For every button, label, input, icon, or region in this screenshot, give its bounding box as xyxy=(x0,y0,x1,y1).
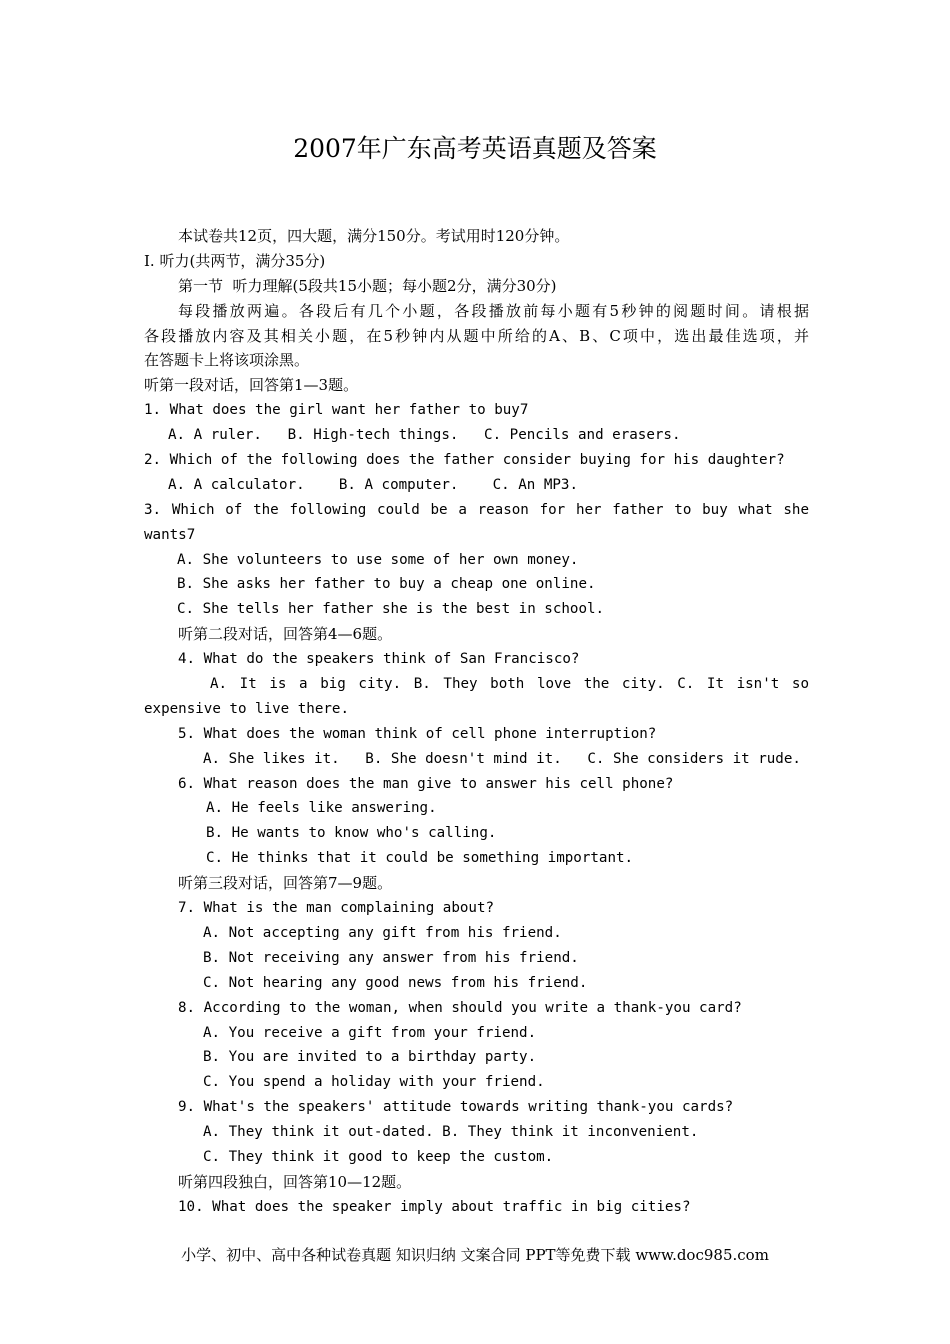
question-8-option-c: C. You spend a holiday with your friend. xyxy=(203,1074,545,1091)
question-4-options: A. It is a big city. B. They both love the city. C. It isn't so xyxy=(210,676,809,693)
question-5-options: A. She likes it. B. She doesn't mind it. C. She considers it rude. xyxy=(203,750,801,767)
dialogue-heading: 听第一段对话，回答第1—3题。 xyxy=(144,376,359,395)
question-4-options-cont: expensive to live there. xyxy=(144,700,349,717)
page-title: 2007年广东高考英语真题及答案 xyxy=(293,134,657,163)
question-3-cont: wants7 xyxy=(144,526,196,543)
question-10: 10. What does the speaker imply about traffic in big cities? xyxy=(178,1198,691,1215)
question-3-option-a: A. She volunteers to use some of her own money. xyxy=(177,551,579,568)
question-7: 7. What is the man complaining about? xyxy=(178,900,495,917)
question-1: 1. What does the girl want her father to buy7 xyxy=(144,402,529,419)
question-6: 6. What reason does the man give to answer his cell phone? xyxy=(178,775,674,792)
question-9-option-c: C. They think it good to keep the custom. xyxy=(203,1148,554,1165)
question-4: 4. What do the speakers think of San Francisco? xyxy=(178,651,580,668)
question-8-option-b: B. You are invited to a birthday party. xyxy=(203,1049,537,1066)
footer-text: 小学、初中、高中各种试卷真题 知识归纳 文案合同 PPT等免费下载 www.doc985.com xyxy=(181,1246,769,1264)
question-3-option-b: B. She asks her father to buy a cheap one online. xyxy=(177,576,596,593)
monologue-heading: 听第四段独白，回答第10—12题。 xyxy=(178,1172,412,1191)
question-5: 5. What does the woman think of cell phone interruption? xyxy=(178,725,657,742)
question-8: 8. According to the woman, when should you write a thank-you card? xyxy=(178,999,742,1016)
question-3-option-c: C. She tells her father she is the best in school. xyxy=(177,601,605,618)
question-9: 9. What's the speakers' attitude towards writing thank-you cards? xyxy=(178,1099,734,1116)
question-7-option-c: C. Not hearing any good news from his friend. xyxy=(203,974,588,991)
instruction-line: 各段播放内容及其相关小题，在5秒钟内从题中所给的A、B、C项中，选出最佳选项，并 xyxy=(144,326,809,345)
intro-text: 本试卷共12页，四大题，满分150分。考试用时120分钟。 xyxy=(178,227,570,245)
part-heading: 第一节 听力理解(5段共15小题；每小题2分，满分30分) xyxy=(178,276,557,295)
section-heading: I. 听力(共两节，满分35分) xyxy=(144,251,326,270)
question-9-options-ab: A. They think it out-dated. B. They think it inconvenient. xyxy=(203,1124,699,1141)
dialogue-heading: 听第二段对话，回答第4—6题。 xyxy=(178,625,393,644)
question-6-option-c: C. He thinks that it could be something important. xyxy=(206,850,634,867)
question-7-option-a: A. Not accepting any gift from his friend. xyxy=(203,924,562,941)
instruction-line: 在答题卡上将该项涂黑。 xyxy=(144,351,310,370)
instruction-line: 每段播放两遍。各段后有几个小题，各段播放前每小题有5秒钟的阅题时间。请根据 xyxy=(178,301,809,320)
exam-body xyxy=(144,224,809,1220)
question-6-option-b: B. He wants to know who's calling. xyxy=(206,825,497,842)
question-1-options: A. A ruler. B. High-tech things. C. Pencils and erasers. xyxy=(168,427,681,444)
question-3: 3. Which of the following could be a reason for her father to buy what she xyxy=(144,501,809,518)
dialogue-heading: 听第三段对话，回答第7—9题。 xyxy=(178,874,393,893)
question-7-option-b: B. Not receiving any answer from his friend. xyxy=(203,949,579,966)
question-8-option-a: A. You receive a gift from your friend. xyxy=(203,1024,537,1041)
question-2-options: A. A calculator. B. A computer. C. An MP3. xyxy=(168,476,578,493)
question-2: 2. Which of the following does the father consider buying for his daughter? xyxy=(144,452,785,469)
question-6-option-a: A. He feels like answering. xyxy=(206,800,437,817)
